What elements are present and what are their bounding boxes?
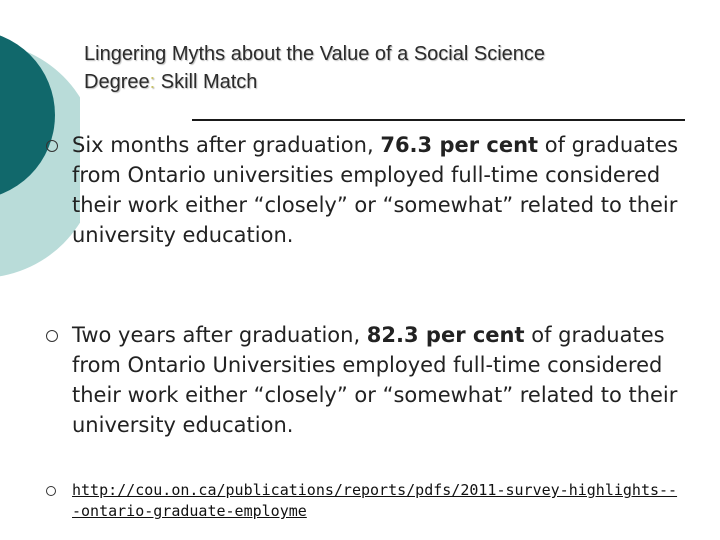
bullet-circle-icon [46, 486, 56, 496]
bullet-two-years [46, 320, 686, 440]
bullet-circle-icon [46, 330, 58, 342]
source-link[interactable]: http://cou.on.ca/publications/reports/pdfs/2011-survey-highlights---ontario-graduate-employme [72, 481, 678, 520]
title-line-1: Lingering Myths about the Value of a Social Science [84, 43, 546, 65]
bullet-six-months [46, 130, 686, 250]
bullet-text [72, 480, 686, 522]
title-degree: Degree [84, 71, 150, 93]
title-skill-match: Skill Match [155, 71, 258, 93]
stat-82-3: 82.3 per cent [366, 323, 525, 347]
bullet-circle-icon [46, 140, 58, 152]
stat-76-3: 76.3 per cent [380, 133, 539, 157]
title-divider [192, 119, 685, 121]
slide-title [84, 40, 684, 96]
bullet-text: Two years after graduation, 82.3 per cent of graduates from Ontario Universities employed full-time considered their work either “closely” or “somewhat” related to their university education. [72, 323, 678, 437]
bullet-text: Six months after graduation, 76.3 per cent of graduates from Ontario universities employed full-time considered their work either “closely” or “somewhat” related to their university education. [72, 133, 679, 247]
title-colon: : [149, 71, 156, 93]
bullet-source-link [46, 480, 686, 522]
title-line-2 [84, 68, 684, 96]
